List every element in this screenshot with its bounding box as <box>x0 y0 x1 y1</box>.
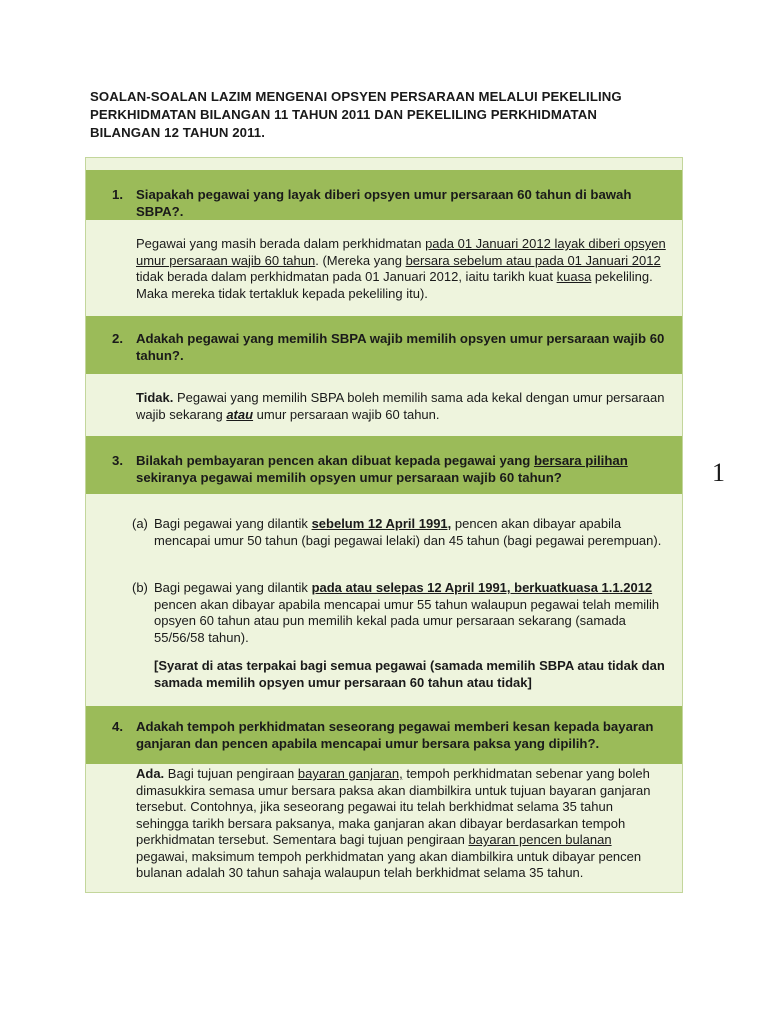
question-text: Adakah pegawai yang memilih SBPA wajib memilih opsyen umur persaraan wajib 60 tahun?. <box>136 331 665 363</box>
faq-answer-4 <box>86 764 682 892</box>
faq-question-4 <box>86 706 682 764</box>
item-text: Bagi pegawai yang dilantik sebelum 12 April 1991, pencen akan dibayar apabila mencapai umur 50 tahun (bagi pegawai lelaki) dan 45 tahun (bagi pegawai perempuan). <box>154 516 662 548</box>
question-number: 4. <box>112 719 123 734</box>
question-text: Bilakah pembayaran pencen akan dibuat kepada pegawai yang bersara pilihan sekiranya pegawai memilih opsyen umur persaraan wajib 60 tahun? <box>136 453 628 485</box>
item-label: (b) <box>132 580 148 595</box>
faq-question-2 <box>86 316 682 374</box>
answer-note: [Syarat di atas terpakai bagi semua pegawai (samada memilih SBPA atau tidak dan samada memilih opsyen umur persaraan 60 tahun atau tidak] <box>154 658 665 690</box>
item-text: Bagi pegawai yang dilantik pada atau selepas 12 April 1991, berkuatkuasa 1.1.2012 pencen akan dibayar apabila mencapai umur 55 tahun walaupun pegawai telah memilih opsyen 60 tahun atau pun memilih kekal pada umur persaraan sekarang (samada 55/56/58 tahun). <box>154 580 660 645</box>
item-label: (a) <box>132 516 148 531</box>
question-number: 1. <box>112 187 123 202</box>
faq-question-1 <box>86 170 682 220</box>
answer-text: Pegawai yang masih berada dalam perkhidmatan pada 01 Januari 2012 layak diberi opsyen umur persaraan wajib 60 tahun. (Mereka yang bersara sebelum atau pada 01 Januari 2012 tidak berada dalam perkhidmatan pada 01 Januari 2012, iaitu tarikh kuat kuasa pekeliling. Maka mereka tidak tertakluk kepada pekeliling itu). <box>136 236 666 301</box>
faq-answer-2 <box>86 374 682 436</box>
faq-answer-1 <box>86 220 682 316</box>
faq-table <box>85 157 683 893</box>
question-number: 3. <box>112 453 123 468</box>
page-number: 1 <box>712 458 725 487</box>
answer-text: Tidak. Pegawai yang memilih SBPA boleh memilih sama ada kekal dengan umur persaraan wajib sekarang atau umur persaraan wajib 60 tahun. <box>136 390 665 422</box>
question-number: 2. <box>112 331 123 346</box>
question-text: Adakah tempoh perkhidmatan seseorang pegawai memberi kesan kepada bayaran ganjaran dan pencen apabila mencapai umur bersara paksa yang dipilih?. <box>136 719 654 751</box>
faq-question-3 <box>86 436 682 494</box>
faq-answer-3 <box>86 494 682 696</box>
document-title: SOALAN-SOALAN LAZIM MENGENAI OPSYEN PERSARAAN MELALUI PEKELILING PERKHIDMATAN BILANGAN 11 TAHUN 2011 DAN PEKELILING PERKHIDMATAN BILANGAN 12 TAHUN 2011. <box>90 89 622 140</box>
question-text: Siapakah pegawai yang layak diberi opsyen umur persaraan 60 tahun di bawah SBPA?. <box>136 187 632 219</box>
answer-text: Ada. Bagi tujuan pengiraan bayaran ganjaran, tempoh perkhidmatan sebenar yang boleh dimasukkira semasa umur bersara paksa akan diambilkira untuk tujuan bayaran ganjaran tersebut. Contohnya, jika seseorang pegawai itu telah berkhidmat selama 35 tahun sehingga tarikh bersara paksanya, maka ganjaran akan dibayar berdasarkan tempoh perkhidmatan tersebut. Sementara bagi tujuan pengiraan bayaran pencen bulanan pegawai, maksimum tempoh perkhidmatan yang akan diambilkira untuk dibayar pencen bulanan adalah 30 tahun sahaja walaupun telah berkhidmat selama 35 tahun. <box>136 766 651 880</box>
